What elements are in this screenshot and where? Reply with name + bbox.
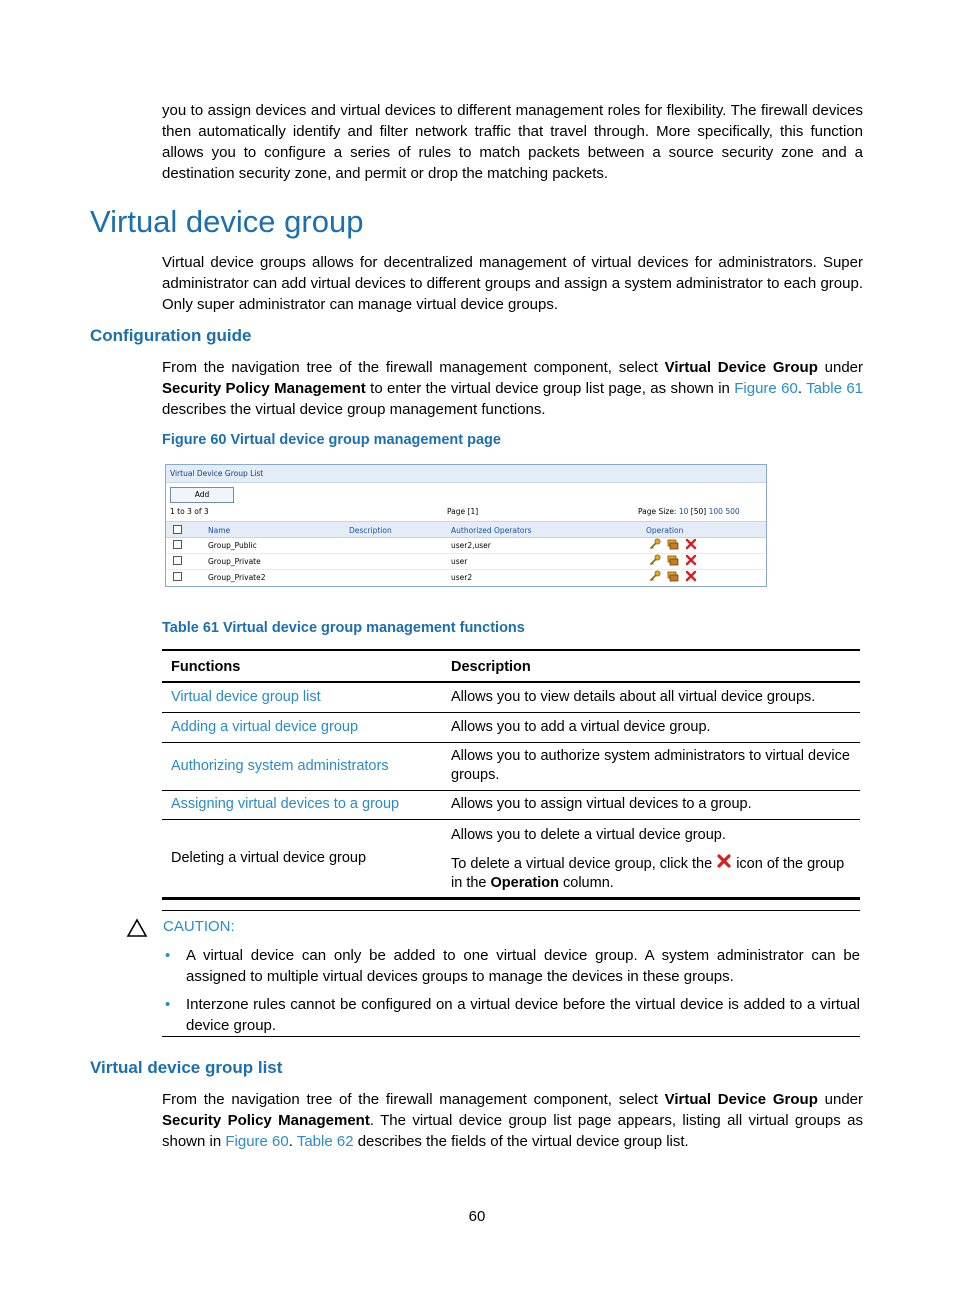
caution-icon bbox=[126, 918, 148, 938]
figure-caption: Figure 60 Virtual device group management page bbox=[162, 432, 501, 448]
intro-paragraph: you to assign devices and virtual devices to different management roles for flexibility. The firewall devices then automatically identify and filter network traffic that travel through. More specifically, this function allows you to configure a series of rules to match packets between a source security zone and a destination security zone, and permit or drop the matching packets. bbox=[162, 102, 863, 182]
col-functions: Functions bbox=[162, 650, 442, 682]
section-paragraph: Virtual device groups allows for decentralized management of virtual devices for administrators. Super administrator can add virtual devices to different groups and assign a system administrator to each group. Only super administrator can manage virtual device groups. bbox=[162, 254, 863, 313]
page-size-selector: Page Size: 10 [50] 100 500 bbox=[638, 507, 740, 516]
table-header-row bbox=[162, 650, 860, 682]
col-description[interactable]: Description bbox=[349, 526, 392, 535]
caution-top-rule bbox=[162, 910, 860, 911]
list-section-paragraph: From the navigation tree of the firewall management component, select Virtual Device Group under Security Policy Management. The virtual device group list page appears, listing all virtual groups as shown in Figure 60. Table 62 describes the fields of the virtual device group list. bbox=[162, 1091, 863, 1150]
group-name: Group_Private bbox=[208, 557, 261, 566]
delete-icon[interactable] bbox=[685, 554, 697, 566]
nav-item-bold: Virtual Device Group bbox=[664, 359, 818, 376]
virtual-device-group-screenshot bbox=[165, 464, 767, 587]
function-text: Deleting a virtual device group bbox=[162, 819, 442, 898]
figure-60-link[interactable]: Figure 60 bbox=[225, 1133, 289, 1150]
row-checkbox[interactable] bbox=[173, 540, 182, 549]
figure-60-link[interactable]: Figure 60 bbox=[734, 380, 798, 397]
row-checkbox[interactable] bbox=[173, 556, 182, 565]
table-61-link[interactable]: Table 61 bbox=[806, 380, 864, 397]
caution-label: CAUTION: bbox=[163, 918, 235, 935]
panel-title: Virtual Device Group List bbox=[170, 469, 264, 478]
delete-icon bbox=[716, 853, 732, 869]
select-all-checkbox[interactable] bbox=[173, 525, 182, 534]
add-button[interactable]: Add bbox=[170, 487, 234, 503]
table-row bbox=[166, 553, 766, 570]
list-item: • A virtual device can only be added to one virtual device group. A system administrator can be assigned to multiple virtual devices groups to manage the devices in these groups. bbox=[165, 947, 860, 985]
col-description: Description bbox=[442, 650, 860, 682]
panel-title-bar bbox=[166, 465, 766, 483]
page-size-50: [50] bbox=[690, 507, 707, 516]
page-size-100[interactable]: 100 bbox=[708, 507, 723, 516]
list-item: • Interzone rules cannot be configured on a virtual device before the virtual device is added to a virtual device group. bbox=[165, 996, 860, 1034]
table-header bbox=[166, 521, 766, 538]
col-authorized-operators[interactable]: Authorized Operators bbox=[451, 526, 532, 535]
delete-icon[interactable] bbox=[685, 538, 697, 550]
nav-parent-bold: Security Policy Management bbox=[162, 380, 366, 397]
function-description: Allows you to authorize system administrators to virtual device groups. bbox=[442, 742, 860, 790]
page-number: 60 bbox=[468, 1208, 486, 1225]
function-link[interactable]: Authorizing system administrators bbox=[162, 742, 442, 790]
col-operation: Operation bbox=[646, 526, 684, 535]
table-row bbox=[162, 819, 860, 898]
group-name: Group_Private2 bbox=[208, 573, 266, 582]
page-indicator: Page [1] bbox=[447, 507, 479, 516]
page-size-500[interactable]: 500 bbox=[725, 507, 740, 516]
group-operators: user bbox=[451, 557, 468, 566]
function-description: Allows you to view details about all virtual device groups. bbox=[442, 682, 860, 712]
function-link[interactable]: Assigning virtual devices to a group bbox=[162, 790, 442, 819]
authorize-key-icon[interactable] bbox=[649, 570, 661, 582]
authorize-key-icon[interactable] bbox=[649, 538, 661, 550]
caution-list bbox=[162, 945, 860, 1043]
authorize-key-icon[interactable] bbox=[649, 554, 661, 566]
row-checkbox[interactable] bbox=[173, 572, 182, 581]
table-row bbox=[162, 742, 860, 790]
table-row bbox=[166, 569, 766, 585]
table-row bbox=[162, 712, 860, 742]
function-description: Allows you to add a virtual device group. bbox=[442, 712, 860, 742]
list-section-heading: Virtual device group list bbox=[90, 1058, 283, 1077]
record-count: 1 to 3 of 3 bbox=[170, 507, 209, 516]
delete-icon[interactable] bbox=[685, 570, 697, 582]
functions-table bbox=[162, 649, 860, 900]
table-row bbox=[162, 682, 860, 712]
config-guide-paragraph: From the navigation tree of the firewall management component, select Virtual Device Group under Security Policy Management to enter the virtual device group list page, as shown in Figure 60. Table 61 describes the virtual device group management functions. bbox=[162, 359, 864, 418]
group-operators: user2 bbox=[451, 573, 473, 582]
table-62-link[interactable]: Table 62 bbox=[296, 1133, 354, 1150]
table-row bbox=[162, 790, 860, 819]
config-guide-heading: Configuration guide bbox=[90, 326, 252, 345]
section-title: Virtual device group bbox=[90, 204, 364, 239]
caution-bottom-rule bbox=[162, 1036, 860, 1037]
table-row bbox=[166, 537, 766, 554]
col-name[interactable]: Name bbox=[208, 526, 231, 535]
assign-devices-icon[interactable] bbox=[667, 538, 679, 550]
page-size-10[interactable]: 10 bbox=[678, 507, 689, 516]
table-caption: Table 61 Virtual device group management functions bbox=[162, 620, 525, 636]
function-description: Allows you to assign virtual devices to a group. bbox=[442, 790, 860, 819]
function-link[interactable]: Adding a virtual device group bbox=[162, 712, 442, 742]
function-link[interactable]: Virtual device group list bbox=[162, 682, 442, 712]
group-operators: user2,user bbox=[451, 541, 491, 550]
assign-devices-icon[interactable] bbox=[667, 570, 679, 582]
group-name: Group_Public bbox=[208, 541, 257, 550]
assign-devices-icon[interactable] bbox=[667, 554, 679, 566]
function-description: Allows you to delete a virtual device group. To delete a virtual device group, click the icon of the group in the Operation column. bbox=[442, 819, 860, 898]
